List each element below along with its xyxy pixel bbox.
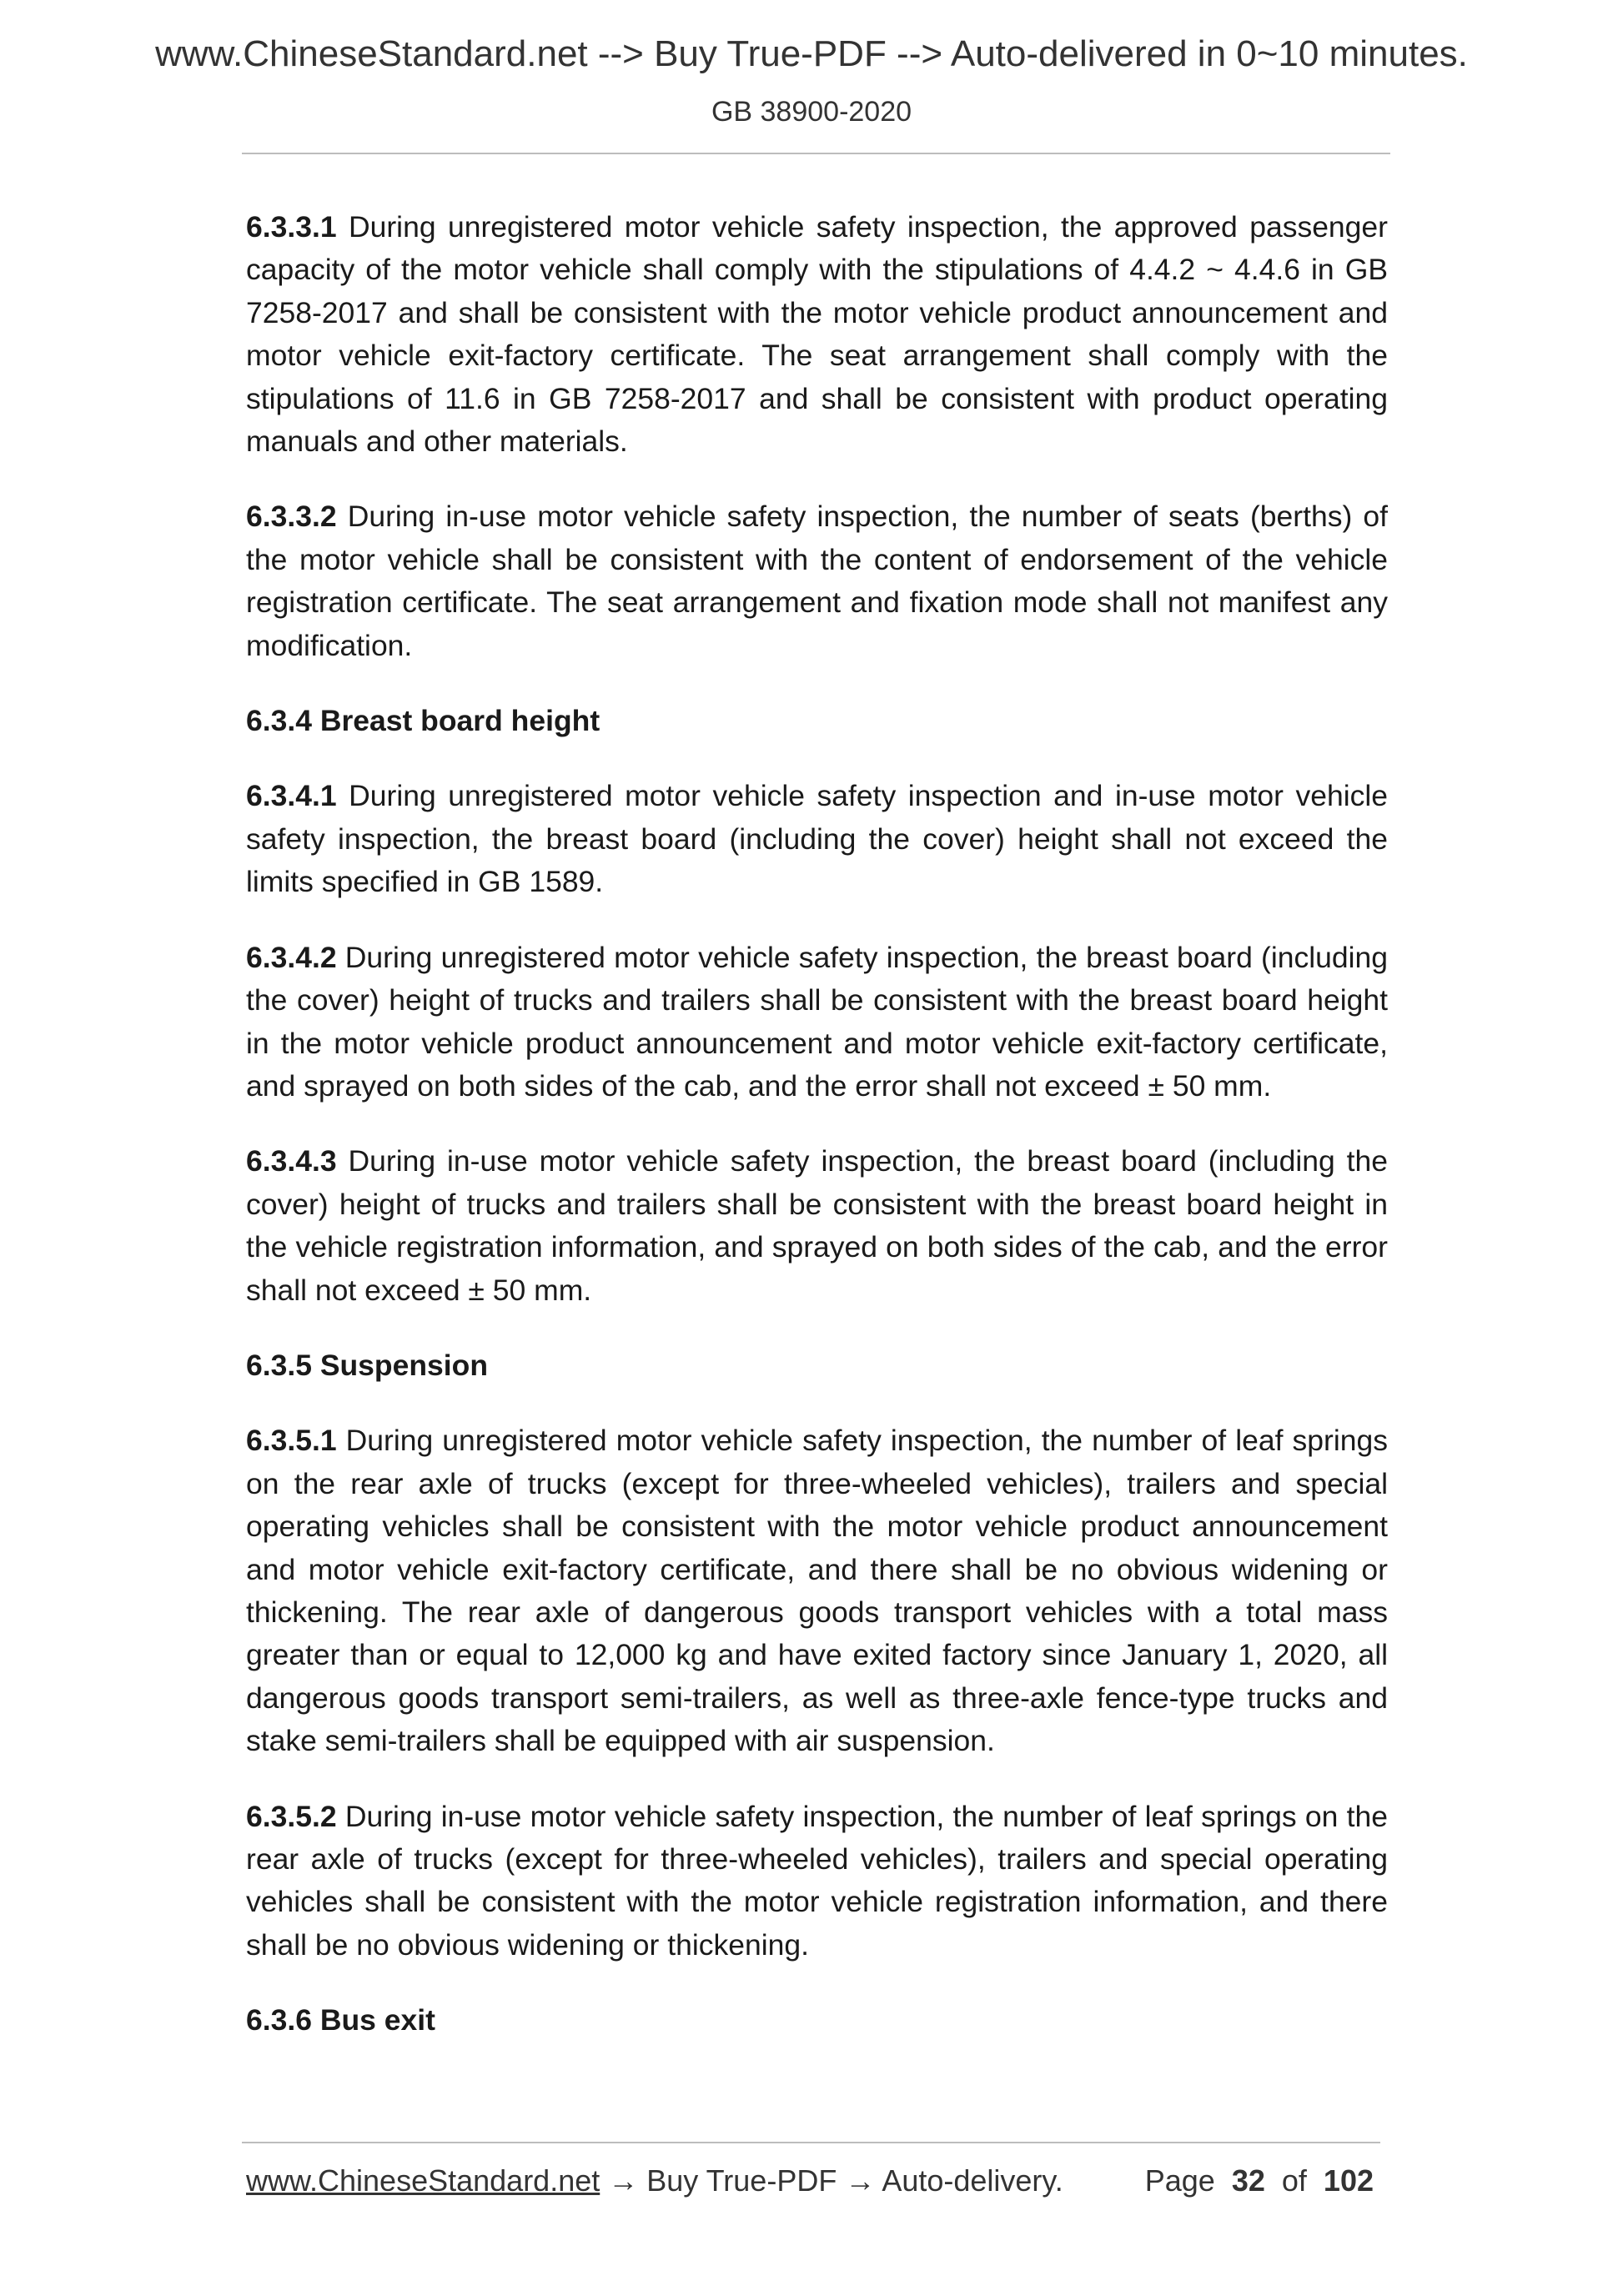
clause-6-3-4-2 bbox=[246, 937, 1388, 1108]
clause-text: During in-use motor vehicle safety inspection, the number of seats (berths) of the motor vehicle shall be consistent with the content of endorsement of the vehicle registration certificate. The seat arrangement and fixation mode shall not manifest any modification. bbox=[246, 500, 1388, 662]
clause-text: During unregistered motor vehicle safety inspection, the number of leaf springs on the rear axle of trucks (except for three-wheeled vehicles), trailers and special operating vehicles shall be consistent with the motor vehicle product announcement and motor vehicle exit-factory certificate, and there shall be no obvious widening or thickening. The rear axle of dangerous goods transport vehicles with a total mass greater than or equal to 12,000 kg and have exited factory since January 1, 2020, all dangerous goods transport semi-trailers, as well as three-axle fence-type trucks and stake semi-trailers shall be equipped with air suspension. bbox=[246, 1424, 1388, 1758]
clause-number: 6.3.3.1 bbox=[246, 210, 337, 244]
clause-text: During unregistered motor vehicle safety inspection, the approved passenger capacity of the motor vehicle shall comply with the stipulations of 4.4.2 ~ 4.4.6 in GB 7258-2017 and shall be consistent with the motor vehicle product announcement and motor vehicle exit-factory certificate. The seat arrangement shall comply with the stipulations of 11.6 in GB 7258-2017 and shall be consistent with product operating manuals and other materials. bbox=[246, 210, 1388, 459]
page-footer bbox=[246, 2163, 1380, 2198]
clause-number: 6.3.5.2 bbox=[246, 1799, 337, 1833]
clause-6-3-5-1 bbox=[246, 1419, 1388, 1762]
clause-number: 6.3.5.1 bbox=[246, 1424, 337, 1458]
footer-site-link[interactable]: www.ChineseStandard.net bbox=[246, 2163, 600, 2198]
section-heading-6-3-5: 6.3.5 Suspension bbox=[246, 1348, 489, 1382]
clause-6-3-3-2 bbox=[246, 495, 1388, 667]
clause-6-3-4-3 bbox=[246, 1140, 1388, 1312]
clause-text: During unregistered motor vehicle safety inspection and in-use motor vehicle safety inspection, the breast board (including the cover) height shall not exceed the limits specified in GB 1589. bbox=[246, 779, 1388, 899]
clause-number: 6.3.4.1 bbox=[246, 779, 337, 813]
page-total: 102 bbox=[1323, 2163, 1374, 2198]
document-body bbox=[246, 206, 1388, 2075]
clause-text: During in-use motor vehicle safety inspection, the number of leaf springs on the rear axle of trucks (except for three-wheeled vehicles), trailers and special operating vehicles shall be consistent with the motor vehicle registration information, and there shall be no obvious widening or thickening. bbox=[246, 1799, 1388, 1962]
clause-text: During in-use motor vehicle safety inspection, the breast board (including the cover) height of trucks and trailers shall be consistent with the breast board height in the vehicle registration information, and sprayed on both sides of the cab, and the error shall not exceed ± 50 mm. bbox=[246, 1144, 1388, 1307]
clause-6-3-5-2 bbox=[246, 1796, 1388, 1967]
section-heading-6-3-4: 6.3.4 Breast board height bbox=[246, 704, 600, 738]
top-banner: www.ChineseStandard.net --> Buy True-PDF --> Auto-delivered in 0~10 minutes. bbox=[155, 33, 1468, 74]
footer-divider bbox=[242, 2142, 1380, 2143]
page-indicator bbox=[1145, 2163, 1374, 2198]
page-of-label: of bbox=[1281, 2163, 1307, 2198]
clause-number: 6.3.4.2 bbox=[246, 940, 337, 974]
page-number: 32 bbox=[1231, 2163, 1265, 2198]
clause-6-3-4-1 bbox=[246, 775, 1388, 903]
page-label: Page bbox=[1144, 2163, 1215, 2198]
clause-number: 6.3.3.2 bbox=[246, 500, 337, 534]
section-heading-6-3-6: 6.3.6 Bus exit bbox=[246, 2003, 435, 2037]
clause-text: During unregistered motor vehicle safety inspection, the breast board (including the cover) height of trucks and trailers shall be consistent with the breast board height in the motor vehicle product announcement and motor vehicle exit-factory certificate, and sprayed on both sides of the cab, and the error shall not exceed ± 50 mm. bbox=[246, 940, 1388, 1103]
clause-6-3-3-1 bbox=[246, 206, 1388, 463]
footer-tagline: → Buy True-PDF → Auto-delivery. bbox=[600, 2163, 1063, 2198]
header-divider bbox=[242, 153, 1390, 154]
standard-code: GB 38900-2020 bbox=[711, 96, 912, 128]
clause-number: 6.3.4.3 bbox=[246, 1144, 337, 1178]
